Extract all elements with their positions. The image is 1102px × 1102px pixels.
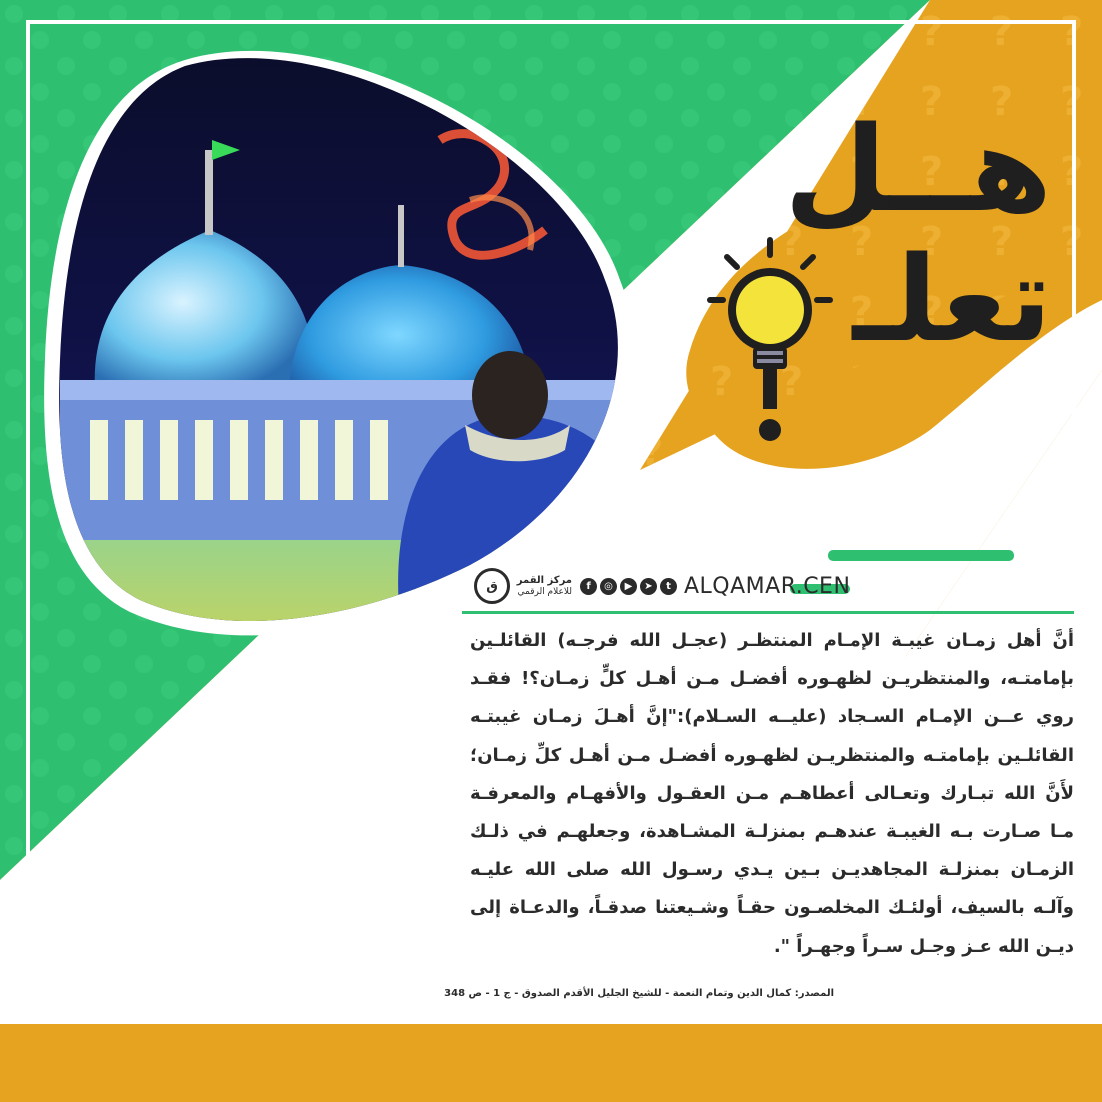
- lightbulb-icon: [705, 235, 835, 445]
- social-handle: ALQAMAR.CEN: [684, 573, 851, 599]
- social-row: [474, 564, 864, 608]
- logo-text: [516, 575, 572, 598]
- logo-line-1: مركز القمر: [516, 574, 572, 586]
- body-text: أنَّ أهل زمـان غيبـة الإمـام المنتظـر (عجـل الله فرجـه) القائلـين بإمامتـه، والمنتظريـن لظهـوره أفضـل مـن أهـل كلٍّ زمـان؟! فقـد روي عــن الإمـام السـجاد (عليــه السـلام):"إنَّ أهـلَ زمـان غيبتـه القائلـين بإمامتـه والمنتظريـن لظهـوره أفضـل مـن أهـل كلِّ زمـان؛ لأَنَّ الله تبـارك وتعـالى أعطاهـم مـن العقـول والأفهـام والمعرفـة مـا صـارت بـه الغيبـة عندهـم بمنزلـة المشـاهدة، وجعلهـم في ذلـك الزمـان بمنزلـة المجاهديـن بـين يـدي رسـول الله صلى الله عليـه وآلـه بالسيف، أولئـك المخلصـون حقـاً وشـيعتنا صدقـاً، والدعـاة إلى ديـن الله عـز وجـل سـراً وجهـراً ".: [470, 630, 1074, 957]
- social-icons: [580, 578, 680, 595]
- telegram-icon[interactable]: ➤: [640, 578, 657, 595]
- divider: [462, 611, 1074, 614]
- source-citation: المصدر: كمال الدين وتمام النعمة - للشيخ الجليل الأقدم الصدوق - ج 1 - ص 348: [444, 988, 834, 999]
- alqamar-logo-icon: ق: [474, 568, 510, 604]
- instagram-icon[interactable]: ◎: [600, 578, 617, 595]
- title-line-2: تعلـ: [852, 230, 1052, 368]
- youtube-icon[interactable]: ▶: [620, 578, 637, 595]
- title-line-1: هــل: [784, 100, 1052, 238]
- logo-line-2: للاعلام الرقمي: [517, 586, 572, 597]
- twitter-icon[interactable]: t: [660, 578, 677, 595]
- facebook-icon[interactable]: f: [580, 578, 597, 595]
